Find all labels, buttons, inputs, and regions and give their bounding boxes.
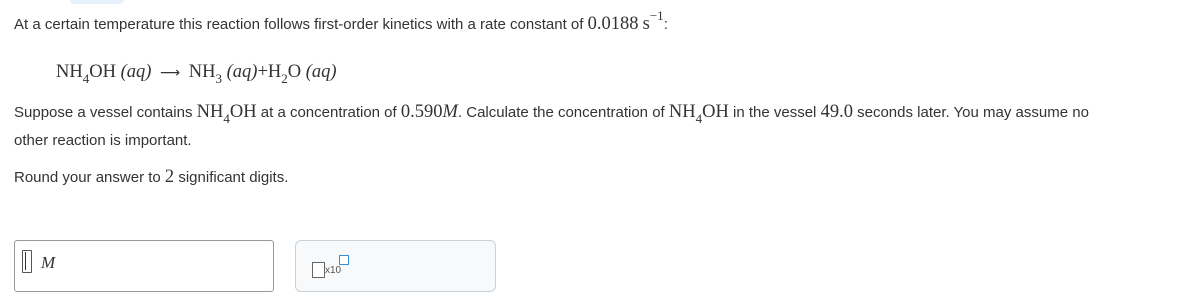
rate-constant-unit: s	[642, 14, 650, 34]
elapsed-time: 49.0	[820, 102, 853, 122]
reaction-equation	[56, 60, 337, 85]
reaction-arrow-icon: ⟶	[160, 65, 181, 81]
exponent-box-icon	[339, 255, 349, 265]
input-cursor-slot-icon[interactable]	[22, 250, 32, 273]
product1-state: (aq)	[226, 62, 258, 82]
answer-input[interactable]	[14, 240, 274, 292]
plus-sign: +	[257, 62, 268, 82]
question-text-1: Suppose a vessel contains	[14, 104, 197, 121]
species-formula-1: $NH_4OH$	[196, 102, 257, 126]
product2-formula: $H_2O$	[267, 62, 302, 86]
top-tab-indicator	[70, 0, 124, 4]
concentration-unit: M	[442, 102, 458, 122]
rounding-instruction: Round your answer to 2 significant digits.	[14, 167, 289, 187]
sci-notation-label: x10	[325, 265, 342, 276]
rate-constant-exponent: −1	[649, 8, 664, 23]
product2-state: (aq)	[305, 62, 337, 82]
question-text-2: at a concentration of	[256, 104, 401, 121]
intro-colon: :	[663, 16, 668, 33]
problem-question-line	[14, 100, 1089, 125]
rate-constant-value: 0.0188	[587, 14, 639, 34]
math-tools-panel	[295, 240, 496, 292]
significant-digits: 2	[164, 167, 175, 187]
problem-intro-line	[14, 8, 668, 37]
species-formula-2: $NH_4OH$	[668, 102, 729, 126]
product1-formula: $NH_3$	[188, 62, 222, 86]
problem-question-line-2: other reaction is important.	[14, 132, 192, 149]
reactant-formula: $NH_4OH$	[56, 62, 116, 86]
question-text-3: . Calculate the concentration of	[457, 104, 669, 121]
reactant-state: (aq)	[120, 62, 152, 82]
scientific-notation-button[interactable]	[312, 254, 352, 280]
answer-unit: M	[41, 253, 56, 272]
initial-concentration: 0.590	[400, 102, 443, 122]
question-text-4: in the vessel	[728, 104, 821, 121]
question-text-5: seconds later. You may assume no	[852, 104, 1089, 121]
intro-text: At a certain temperature this reaction follows first-order kinetics with a rate constant of	[14, 16, 588, 33]
